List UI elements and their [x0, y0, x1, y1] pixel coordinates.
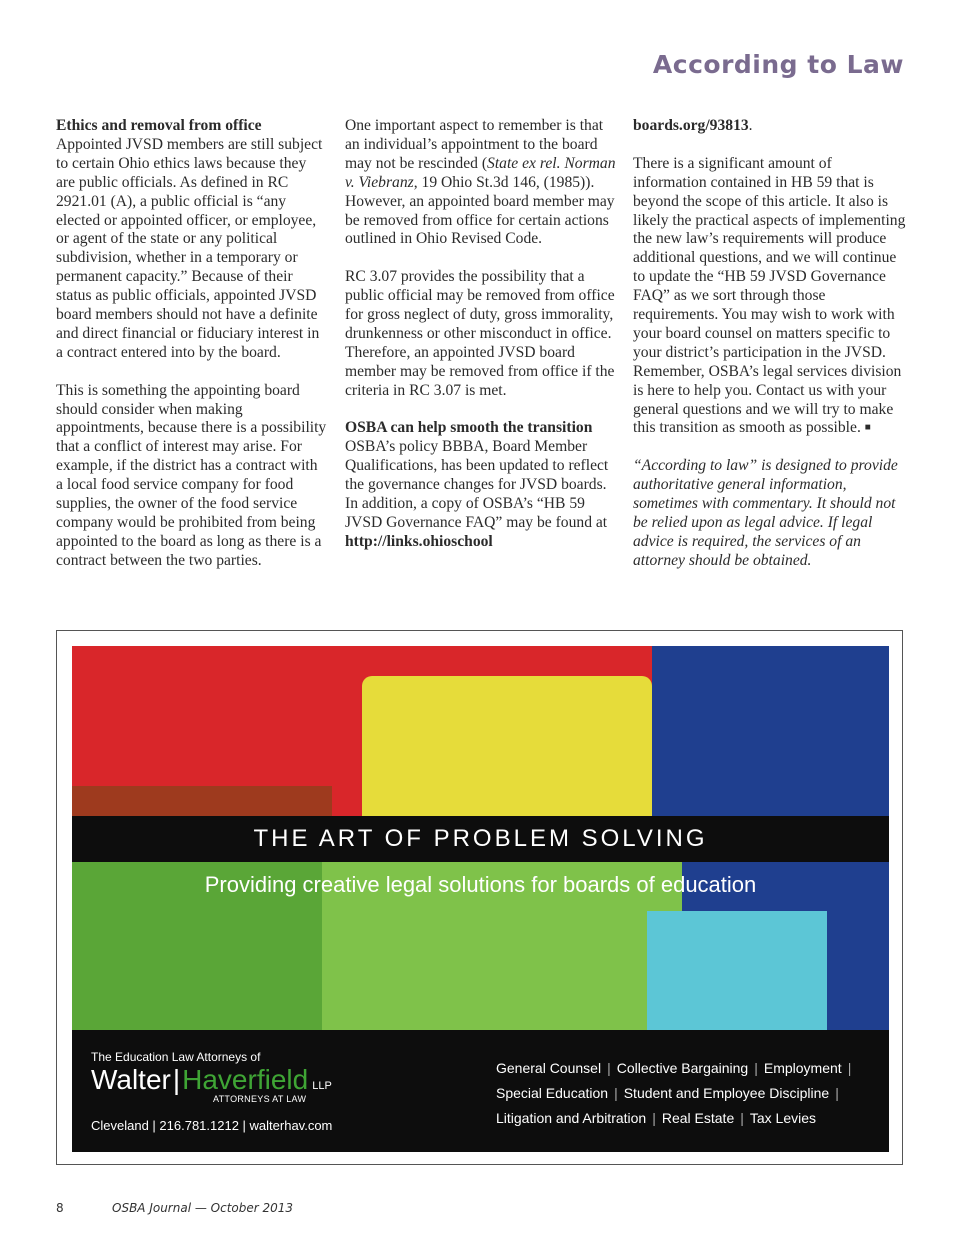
page-number: 8: [56, 1201, 64, 1215]
article-column-3: [633, 117, 908, 590]
case-citation: State ex rel. Norman v. Viebranz: [345, 154, 616, 191]
article-column-2: [345, 117, 617, 571]
paragraph: This is something the appointing board should consider when making appointments, because there is a possibility that a conflict of interest may arise. For example, if the district has a contract with a local food service company for food supplies, the owner of the food service company would be prohibited from being appointed to the board as long as there is a contract between the two parties.: [56, 381, 327, 569]
service-item: General Counsel: [496, 1060, 602, 1076]
service-item: Real Estate: [661, 1110, 735, 1126]
logo-divider: |: [172, 1064, 181, 1095]
logo-llp: LLP: [312, 1080, 332, 1092]
section-heading-ethics: Ethics and removal from office: [56, 117, 262, 134]
text-run: , 19 Ohio St.3d 146, (1985)). However, an appointed board member may be removed from office for certain actions outlined in Ohio Revised Code.: [345, 173, 615, 248]
ad-headline: THE ART OF PROBLEM SOLVING: [253, 825, 708, 852]
service-item: Litigation and Arbitration: [496, 1110, 647, 1126]
logo-tagline: ATTORNEYS AT LAW: [213, 1094, 307, 1104]
paragraph: [345, 438, 617, 551]
section-title: According to Law: [652, 50, 904, 79]
ad-contact: Cleveland | 216.781.1212 | walterhav.com: [91, 1118, 333, 1133]
text-run: .: [748, 117, 753, 134]
text-run: OSBA’s policy BBBA, Board Member Qualifications, has been updated to reflect the governance changes for JVSD boards. In addition, a copy of OSBA’s “HB 59 JVSD Governance FAQ” may be found at: [345, 438, 609, 531]
service-item: Collective Bargaining: [616, 1060, 749, 1076]
text-run: One important aspect to remember is that an individual’s appointment to the board may not be rescinded (: [345, 117, 604, 172]
page-footer: [56, 1201, 293, 1215]
logo-haverfield: Haverfield: [182, 1064, 309, 1095]
ad-services: [496, 1056, 857, 1131]
disclaimer: “According to law” is designed to provide authoritative general information, sometimes with commentary. It should not be relied upon as legal advice. If legal advice is required, the services of an attorney should be obtained.: [633, 457, 898, 569]
services-row: Special Education | Student and Employee Discipline |: [496, 1085, 839, 1101]
advertisement: [56, 630, 903, 1165]
ad-headline-band: [72, 816, 889, 862]
logo-walter: Walter: [91, 1064, 171, 1095]
paint-block-yellow: [362, 676, 652, 826]
service-item: Tax Levies: [749, 1110, 817, 1126]
paint-block-cyan: [647, 911, 827, 1030]
paragraph: [345, 117, 617, 249]
faq-link-continued[interactable]: boards.org/93813: [633, 117, 749, 134]
article-column-1: [56, 117, 328, 590]
ad-subheadline: Providing creative legal solutions for boards of education: [204, 872, 757, 897]
publication-line: OSBA Journal — October 2013: [112, 1201, 294, 1215]
paragraph: Appointed JVSD members are still subject to certain Ohio ethics laws because they are public officials. As defined in RC 2921.01 (A), a public official is “any elected or appointed officer, or employee, or agent of the state or any political subdivision, whether in a temporary or permanent capacity.” Because of their status as public officials, appointed JVSD board members should not have a definite and direct financial or fiduciary interest in a contract entered into by the board.: [56, 135, 323, 361]
faq-link[interactable]: http://links.ohioschool: [345, 532, 493, 550]
service-item: Student and Employee Discipline: [623, 1085, 830, 1101]
service-item: Employment: [763, 1060, 842, 1076]
paragraph: [633, 155, 908, 439]
paragraph: RC 3.07 provides the possibility that a public official may be removed from office for gross neglect of duty, gross immorality, drunkenness or other misconduct in office. Therefore, an appointed JVSD board member may be removed from office if the criteria in RC 3.07 is met.: [345, 268, 615, 399]
ad-artwork: [72, 646, 889, 1030]
services-row: General Counsel | Collective Bargaining | Employment |: [496, 1060, 852, 1076]
ad-attorneys-line: The Education Law Attorneys of: [91, 1050, 261, 1064]
paragraph: [633, 117, 908, 136]
service-item: Special Education: [496, 1085, 609, 1101]
end-of-article-mark: ■: [864, 422, 871, 434]
services-row: Litigation and Arbitration | Real Estate | Tax Levies: [496, 1110, 817, 1126]
section-heading-osba-help: OSBA can help smooth the transition: [345, 419, 593, 437]
ad-footer: [72, 1030, 889, 1152]
walter-haverfield-logo: [91, 1064, 332, 1096]
text-run: There is a significant amount of information contained in HB 59 that is beyond the scope of this article. It also is likely the practical aspects of implementing the new law’s requirements will produce additional questions, and we will continue to update the “HB 59 JVSD Governance FAQ” as we sort through those requirements. You may wish to work with your board counsel on matters specific to your district’s participation in the JVSD. Remember, OSBA’s legal services division is here to help you. Contact us with your general questions and we will try to make this transition as smooth as possible.: [633, 154, 906, 437]
